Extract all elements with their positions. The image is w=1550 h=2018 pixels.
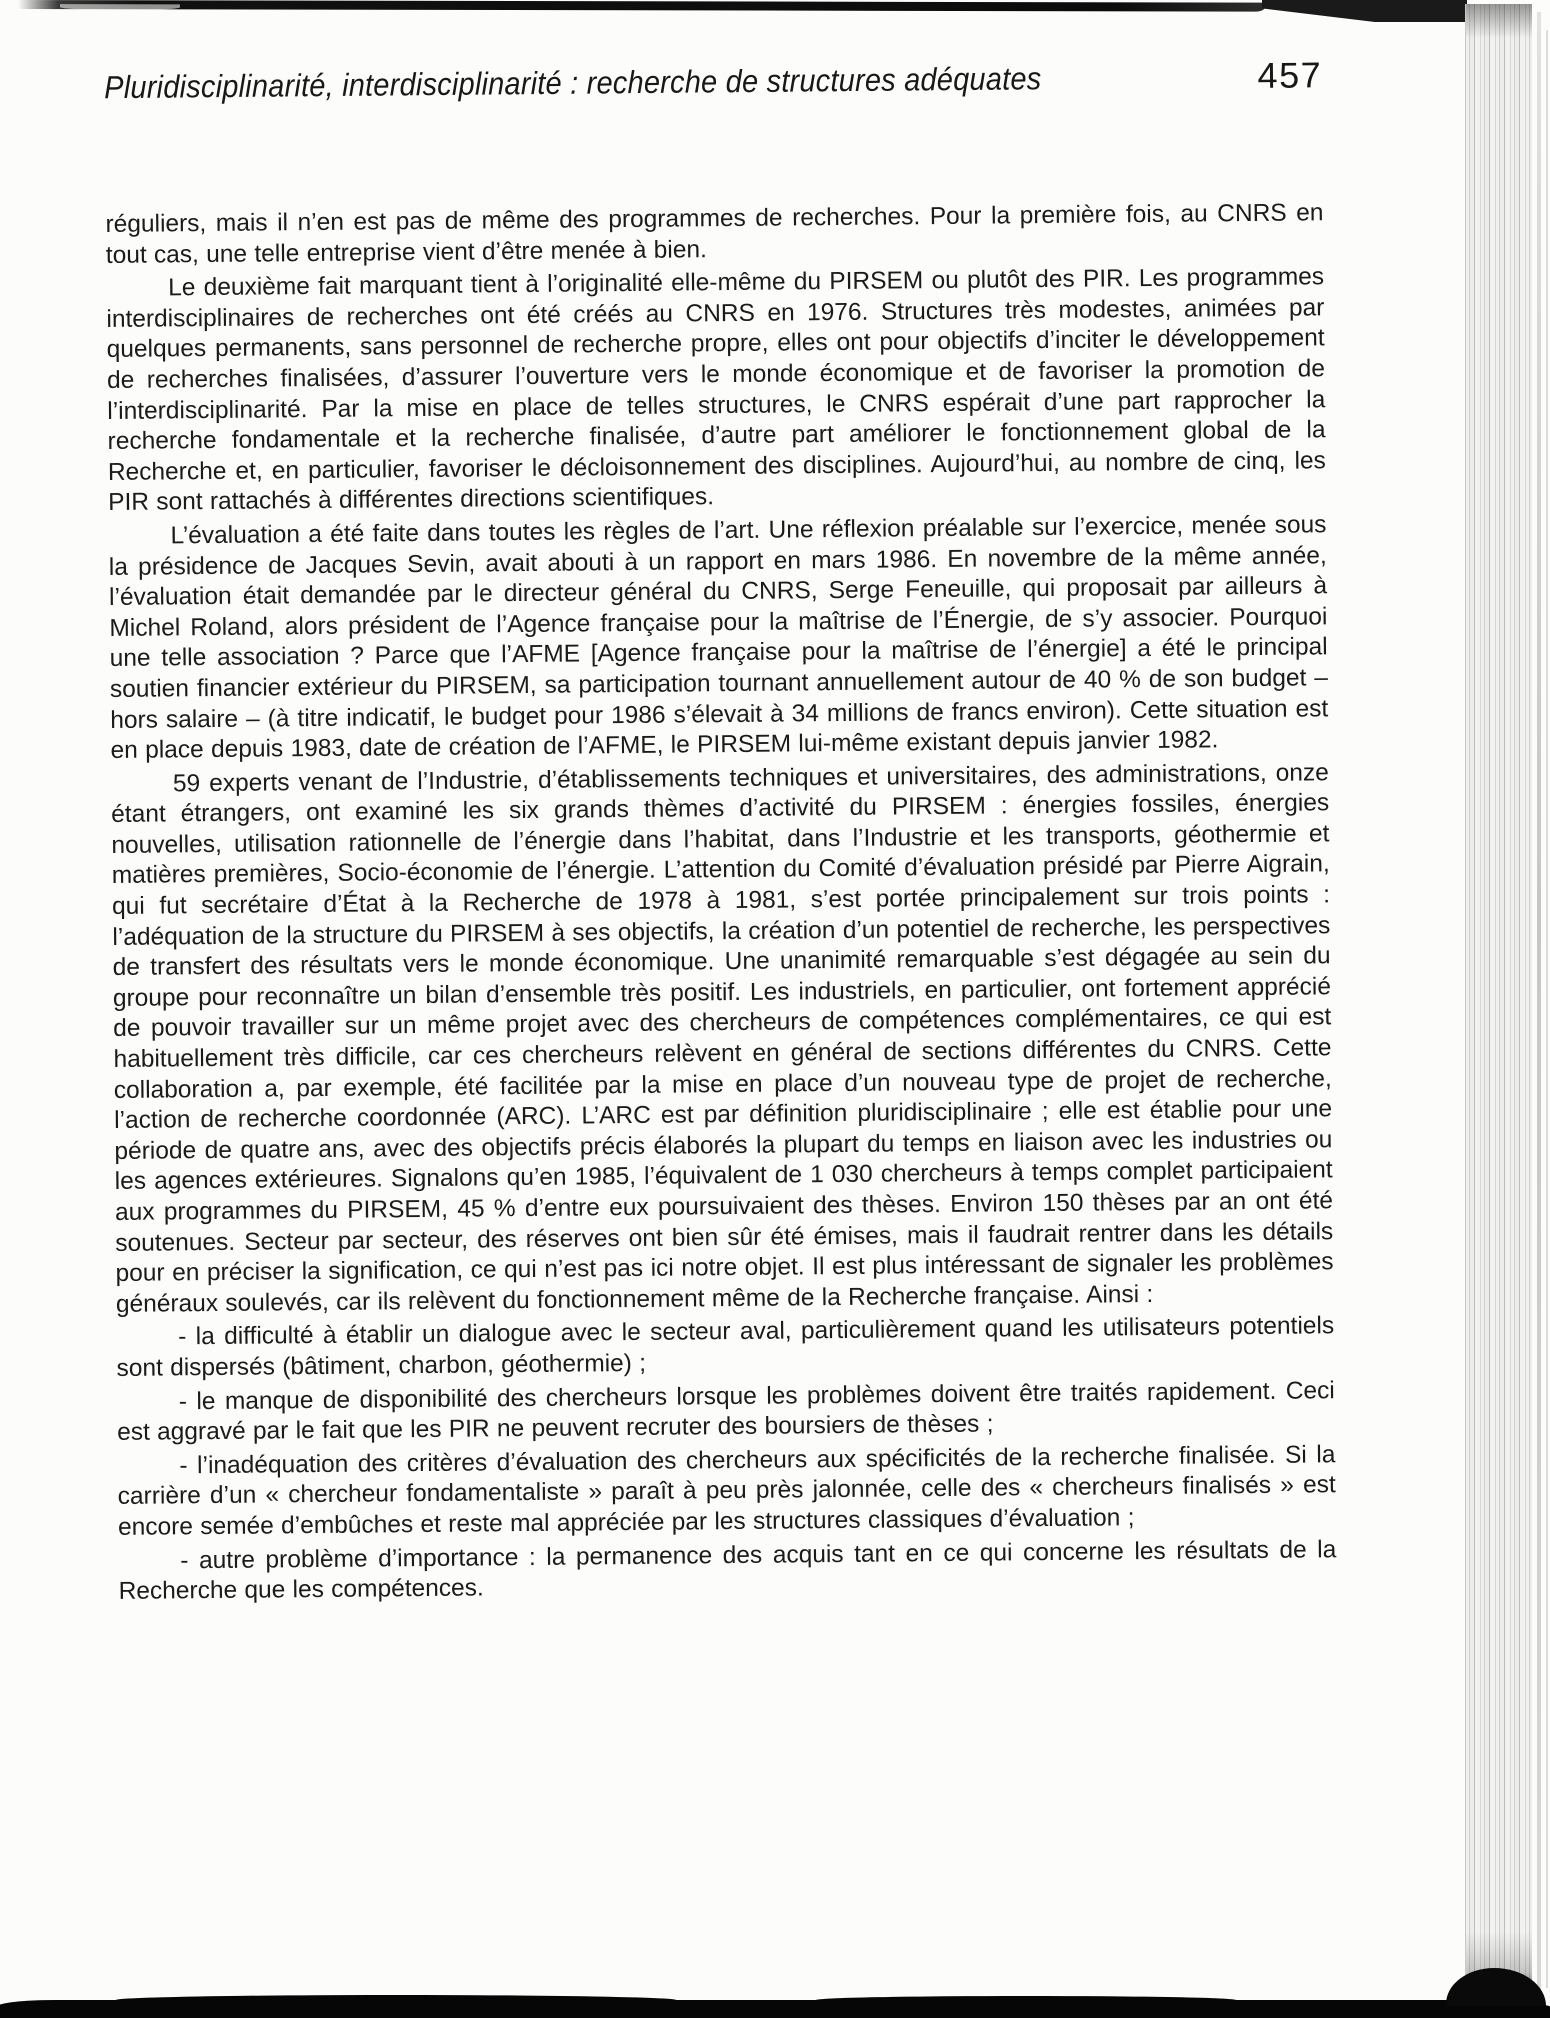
scan-bottom-edge: [0, 2000, 1550, 2018]
book-page-edges: [1465, 4, 1532, 2002]
running-header: [104, 54, 1322, 108]
paragraph: L’évaluation a été faite dans toutes les règles de l’art. Une réflexion préalable sur l’exercice, menée sous la présidence de Jacques Sevin, avait abouti à un rapport en mars 1986. En novembre de la même année, l’évaluation était demandée par le directeur général du CNRS, Serge Feneuille, qui proposait par ailleurs à Michel Roland, alors président de l’Agence française pour la maîtrise de l’Énergie, de s’y associer. Pourquoi une telle association ? Parce que l’AFME [Agence française pour la maîtrise de l’énergie] a été le principal soutien financier extérieur du PIRSEM, sa participation tournant annuellement autour de 40 % de son budget – hors salaire – (à titre indicatif, le budget pour 1986 s’élevait à 34 millions de francs environ). Cette situation est en place depuis 1983, date de création de l’AFME, le PIRSEM lui-même existant depuis janvier 1982.: [108, 511, 1329, 765]
chapter-title: Pluridisciplinarité, interdisciplinarité : recherche de structures adéquates: [104, 61, 1042, 106]
page-content: [104, 54, 1337, 1610]
body-text: [105, 198, 1336, 1607]
paragraph: - autre problème d’importance : la permanence des acquis tant en ce qui concerne les résultats de la Recherche que les compétences.: [118, 1535, 1337, 1606]
scan-top-corner-shadow: [1262, 0, 1467, 22]
paragraph: Le deuxième fait marquant tient à l’originalité elle-même du PIRSEM ou plutôt des PIR. Les programmes interdisciplinaires de recherches ont été créés au CNRS en 1976. Structures très modestes, animées par quelques permanents, sans personnel de recherche propre, elles ont pour objectifs d’inciter le développement de recherches finalisées, d’assurer l’ouverture vers le monde économique et de favoriser la promotion de l’interdisciplinarité. Par la mise en place de telles structures, le CNRS espérait d’une part rapprocher la recherche fondamentale et la recherche finalisée, d’autre part améliorer le fonctionnement global de la Recherche et, en particulier, favoriser le décloisonnement des disciplines. Aujourd’hui, au nombre de cinq, les PIR sont rattachés à différentes directions scientifiques.: [106, 263, 1326, 517]
paragraph: - l’inadéquation des critères d’évaluation des chercheurs aux spécificités de la recherche finalisée. Si la carrière d’un « chercheur fondamentaliste » paraît à peu près jalonnée, celle des « chercheurs finalisés » est encore semée d’embûches et reste mal appréciée par les structures classiques d’évaluation ;: [117, 1440, 1336, 1541]
scan-top-edge: [18, 0, 1266, 12]
paragraph: - le manque de disponibilité des chercheurs lorsque les problèmes doivent être traités rapidement. Ceci est aggravé par le fait que les PIR ne peuvent recruter des boursiers de thèses ;: [116, 1376, 1335, 1447]
paragraph: 59 experts venant de l’Industrie, d’établissements techniques et universitaires, des administrations, onze étant étrangers, ont examiné les six grands thèmes d’activité du PIRSEM : énergies fossiles, énergies nouvelles, utilisation rationnelle de l’énergie dans l’habitat, dans l’Industrie et les transports, géothermie et matières premières, Socio-économie de l’énergie. L’attention du Comité d’évaluation présidé par Pierre Aigrain, qui fut secrétaire d’État à la Recherche de 1978 à 1981, s’est portée principalement sur trois points : l’adéquation de la structure du PIRSEM à ses objectifs, la création d’un potentiel de recherche, les perspectives de transfert des résultats vers le monde économique. Une unanimité remarquable s’est dégagée au sein du groupe pour reconnaître un bilan d’ensemble très positif. Les industriels, en particulier, ont fortement apprécié de pouvoir travailler sur un même projet avec des chercheurs de compétences complémentaires, ce qui est habituellement très difficile, car ces chercheurs relèvent en général de sections différentes du CNRS. Cette collaboration a, par exemple, été facilitée par la mise en place d’un nouveau type de projet de recherche, l’action de recherche coordonnée (ARC). L’ARC est par définition pluridisciplinaire ; elle est établie pour une période de quatre ans, avec des objectifs précis élaborés la plupart du temps en liaison avec les industries ou les agences extérieures. Signalons qu’en 1985, l’équivalent de 1 030 chercheurs à temps complet participaient aux programmes du PIRSEM, 45 % d’entre eux poursuivaient des thèses. Environ 150 thèses par an ont été soutenues. Secteur par secteur, des réserves ont bien sûr été émises, mais il faudrait rentrer dans les détails pour en préciser la signification, ce qui n’est pas ici notre objet. Il est plus intéressant de signaler les problèmes généraux soulevés, car ils relèvent du fonctionnement même de la Recherche française. Ainsi :: [111, 758, 1334, 1318]
paragraph: - la difficulté à établir un dialogue avec le secteur aval, particulièrement quand les utilisateurs potentiels sont dispersés (bâtiment, charbon, géothermie) ;: [116, 1312, 1335, 1382]
book-cover-edge-line-outer: [1546, 30, 1548, 1988]
page-number: 457: [1257, 54, 1323, 96]
book-cover-edge-line: [1537, 12, 1541, 1996]
paragraph: réguliers, mais il n’en est pas de même des programmes de recherches. Pour la première fois, au CNRS en tout cas, une telle entreprise vient d’être menée à bien.: [105, 199, 1324, 269]
